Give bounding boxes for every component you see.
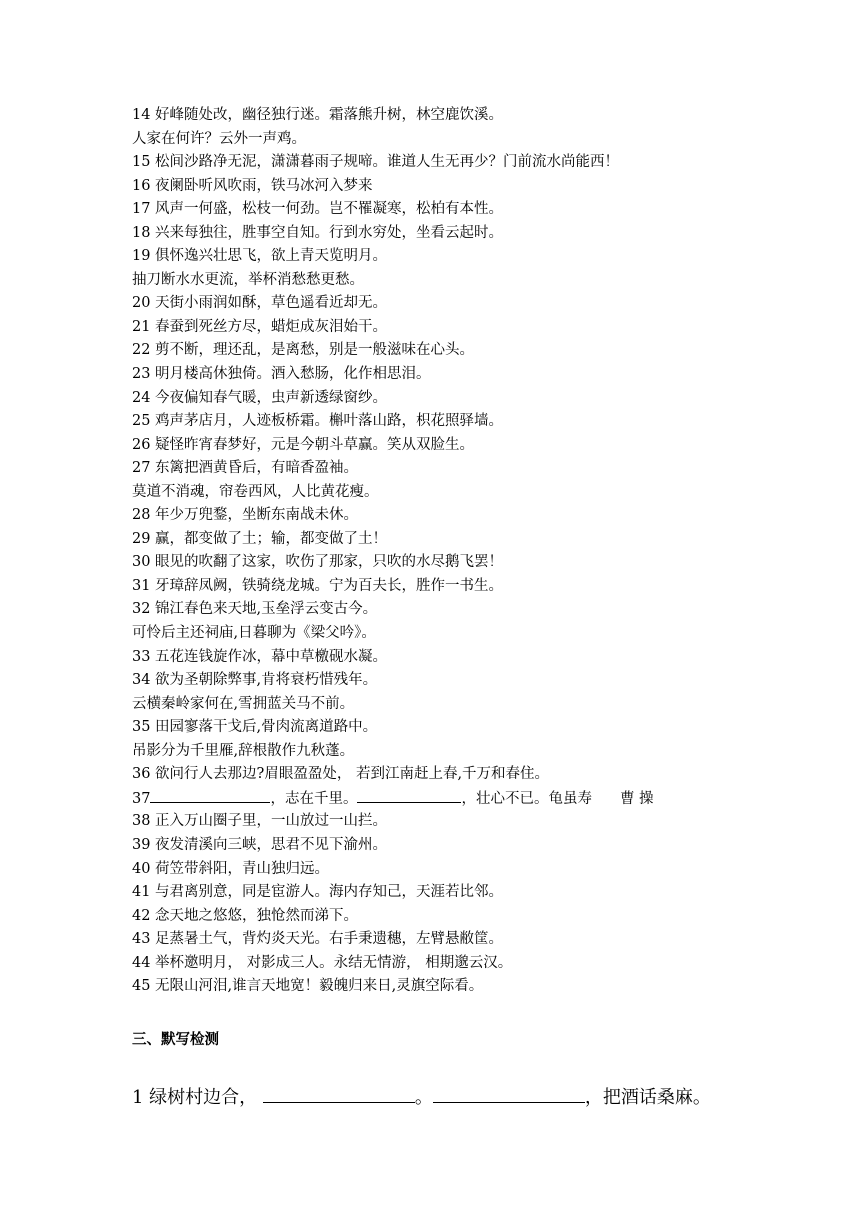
line-number: 37 [132, 790, 151, 807]
poem-list [132, 104, 832, 999]
quiz-start: 1 绿树村边合， [132, 1087, 258, 1108]
poem-line: 33 五花连钱旋作冰，幕中草檄砚水凝。 [132, 648, 388, 665]
poem-line: 20 天街小雨润如酥，草色遥看近却无。 [132, 295, 388, 312]
poem-line: 18 兴来每独往，胜事空自知。行到水穷处，坐看云起时。 [132, 224, 504, 241]
poem-line: 22 剪不断，理还乱，是离愁，别是一般滋味在心头。 [132, 342, 475, 359]
poem-line: 16 夜阑卧听风吹雨，铁马冰河入梦来 [132, 177, 373, 194]
poem-line: 43 足蒸暑土气，背灼炎天光。右手秉遗穗，左臂悬敝筐。 [132, 931, 504, 948]
answer-blank-2[interactable] [433, 1082, 585, 1103]
poem-line: 15 松间沙路净无泥，潇潇暮雨子规啼。谁道人生无再少？门前流水尚能西！ [132, 154, 620, 171]
poem-line: 可怜后主还祠庙,日暮聊为《梁父吟》。 [132, 625, 376, 642]
poem-line: 39 夜发清溪向三峡，思君不见下渝州。 [132, 836, 388, 853]
poem-line: 21 春蚕到死丝方尽，蜡炬成灰泪始干。 [132, 318, 388, 335]
poem-line: 31 牙璋辞凤阙，铁骑绕龙城。宁为百夫长，胜作一书生。 [132, 577, 504, 594]
poem-line: 25 鸡声茅店月，人迹板桥霜。槲叶落山路，枳花照驿墙。 [132, 413, 504, 430]
poem-line: 44 举杯邀明月， 对影成三人。永结无情游， 相期邈云汉。 [132, 954, 513, 971]
poem-line: 吊影分为千里雁,辞根散作九秋蓬。 [132, 742, 355, 759]
poem-line: 45 无限山河泪,谁言天地宽！毅魄归来日,灵旗空际看。 [132, 978, 484, 995]
poem-line-37 [132, 787, 832, 811]
poem-line: 23 明月楼高休独倚。酒入愁肠，化作相思泪。 [132, 366, 431, 383]
poem-line: 42 念天地之悠悠，独怆然而涕下。 [132, 907, 359, 924]
poem-line: 34 欲为圣朝除弊事,肯将衰朽惜残年。 [132, 672, 378, 689]
poem-line: 40 荷笠带斜阳，青山独归远。 [132, 860, 330, 877]
line37-end: ，壮心不已。龟虽寿 [461, 790, 592, 807]
poem-line: 36 欲问行人去那边?眉眼盈盈处， 若到江南赶上春,千万和春住。 [132, 766, 550, 783]
poem-line: 41 与君离别意，同是宦游人。海内存知己，天涯若比邻。 [132, 884, 504, 901]
poem-line: 14 好峰随处改，幽径独行迷。霜落熊升树，林空鹿饮溪。 [132, 107, 504, 123]
quiz-mid: 。 [414, 1087, 433, 1108]
poem-line: 莫道不消魂，帘卷西风，人比黄花瘦。 [132, 483, 379, 500]
poem-line: 19 俱怀逸兴壮思飞，欲上青天览明月。 [132, 248, 388, 265]
quiz-item-1 [132, 1082, 711, 1109]
poem-line: 云横秦岭家何在,雪拥蓝关马不前。 [132, 695, 355, 712]
poem-line: 人家在何许？云外一声鸡。 [132, 130, 306, 147]
answer-blank-1[interactable] [263, 1082, 415, 1103]
answer-blank-37a[interactable] [150, 787, 270, 803]
line37-mid: ，志在千里。 [270, 790, 358, 807]
poem-line: 28 年少万兜鍪，坐断东南战未休。 [132, 507, 359, 524]
poem-line: 17 风声一何盛，松枝一何劲。岂不罹凝寒，松柏有本性。 [132, 201, 504, 218]
quiz-end: ，把酒话桑麻。 [584, 1087, 711, 1108]
poem-line: 24 今夜偏知春气暖，虫声新透绿窗纱。 [132, 389, 388, 406]
poem-line: 26 疑怪昨宵春梦好，元是今朝斗草赢。笑从双脸生。 [132, 436, 475, 453]
poem-line: 抽刀断水水更流，举杯消愁愁更愁。 [132, 271, 364, 288]
answer-blank-37b[interactable] [357, 787, 461, 803]
poem-line: 29 赢，都变做了土；输，都变做了土！ [132, 530, 388, 547]
section-title: 三、默写检测 [132, 1032, 219, 1048]
poem-line: 35 田园寥落干戈后,骨肉流离道路中。 [132, 719, 378, 736]
poem-line: 38 正入万山圈子里，一山放过一山拦。 [132, 813, 388, 830]
poem-line: 32 锦江春色来天地,玉垒浮云变古今。 [132, 601, 378, 618]
author: 曹 操 [619, 790, 654, 807]
poem-line: 30 眼见的吹翻了这家，吹伤了那家，只吹的水尽鹅飞罢！ [132, 554, 504, 571]
poem-line: 27 东篱把酒黄昏后，有暗香盈袖。 [132, 460, 359, 477]
